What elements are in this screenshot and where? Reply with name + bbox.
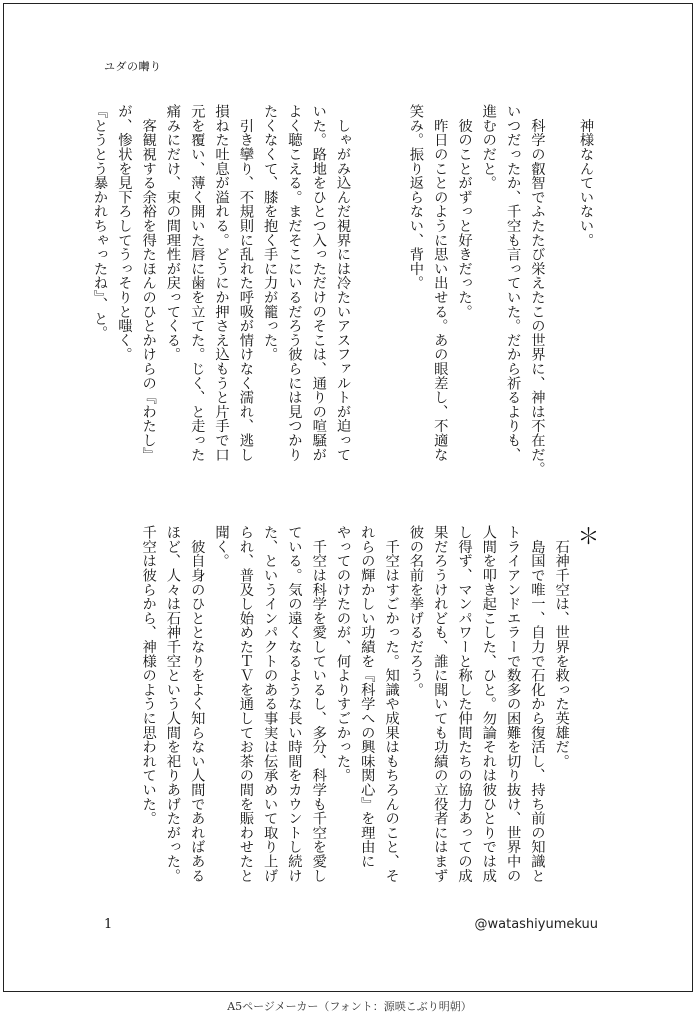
text-line: やってのけたのが、何よりすごかった。 <box>335 525 352 783</box>
text-line: 『とうとう暴かれちゃったね』、と。 <box>92 104 109 340</box>
text-line: よく聴こえる。まだそこにいるだろう彼らには見つかり <box>286 104 303 462</box>
text-line: 損ねた吐息が溢れる。どうにか押さえ込もうと片手で口 <box>213 104 230 462</box>
text-line: いつだったか、千空も言っていた。だから祈るよりも、 <box>505 104 522 462</box>
author-handle: @watashiyumekuu <box>474 917 598 932</box>
text-line: ほど、人々は石神千空という人間を祀りあげたがった。 <box>164 525 181 883</box>
text-line: 聞く。 <box>213 525 230 568</box>
text-line: ている。気の遠くなるような長い時間をカウントし続け <box>286 525 303 883</box>
lower-text-block <box>136 525 598 895</box>
text-line: 神様なんていない。 <box>578 104 594 247</box>
text-line: 千空は科学を愛しているし、多分、科学も千空を愛し <box>310 525 327 883</box>
text-line: 彼のことがずっと好きだった。 <box>456 104 473 319</box>
text-line: 昨日のことのように思い出せる。あの眼差し、不適な <box>432 104 449 462</box>
text-line: た、というインパクトのある事実は伝承めいて取り上げ <box>262 525 279 883</box>
text-line: いた。路地をひとつ入っただけのそこは、通りの喧騒が <box>310 104 327 462</box>
footer-caption: A5ページメーカー（フォント：源暎こぶり明朝） <box>227 1000 472 1013</box>
text-line: 笑み。振り返らない、背中。 <box>407 104 424 290</box>
text-line: し得ず、マンパワーと称した仲間たちの協力あっての成 <box>456 525 473 883</box>
text-line: 人間を叩き起こした、ひと。勿論それは彼ひとりでは成 <box>480 525 497 883</box>
text-line: トライアンドエラーで数多の困難を切り抜け、世界中の <box>505 525 522 883</box>
text-line: 科学の叡智でふたたび栄えたこの世界に、神は不在だ。 <box>529 104 546 476</box>
text-line: 客観視する余裕を得たほんのひとかけらの『わたし』 <box>140 104 157 462</box>
text-line <box>355 104 379 494</box>
text-line <box>379 104 403 494</box>
upper-text-block <box>88 104 598 494</box>
text-line: 痛みにだけ、束の間理性が戻ってくる。 <box>164 104 181 362</box>
text-line: しゃがみ込んだ視界には冷たいアスファルトが迫って <box>335 104 352 462</box>
text-line: 果だろうけれども、誰に聞いても功績の立役者にはまず <box>432 525 449 883</box>
text-line: 引き攣り、不規則に乱れた呼吸が情けなく濡れ、逃し <box>237 104 254 462</box>
text-line: られ、普及し始めたＴＶを通してお茶の間を賑わせたと <box>237 525 254 883</box>
text-line <box>549 104 573 494</box>
running-header-title: ユダの囀り <box>104 60 162 73</box>
text-line: 元を覆い、薄く開いた唇に歯を立てた。じく、と走った <box>189 104 206 462</box>
text-line: 彼自身のひととなりをよく知らない人間であればある <box>189 525 206 883</box>
text-line: れらの輝かしい功績を『科学への興味関心』を理由に <box>359 525 376 869</box>
text-line: 島国で唯一、自力で石化から復活し、持ち前の知識と <box>529 525 546 883</box>
page-number: 1 <box>104 917 113 932</box>
text-line: 石神千空は、世界を救った英雄だ。 <box>553 525 570 769</box>
text-line: 彼の名前を挙げるだろう。 <box>407 525 424 697</box>
section-break-asterisk: ＊ <box>574 525 599 547</box>
text-line: 進むのだと。 <box>480 104 497 190</box>
text-line: が、惨状を見下ろしてうっそりと嗤く。 <box>116 104 133 362</box>
text-line: 千空は彼らから、神様のように思われていた。 <box>140 525 157 826</box>
text-line: 千空はすごかった。知識や成果はもちろんのこと、そ <box>383 525 400 883</box>
text-line: たくなくて、膝を抱く手に力が籠った。 <box>262 104 279 362</box>
